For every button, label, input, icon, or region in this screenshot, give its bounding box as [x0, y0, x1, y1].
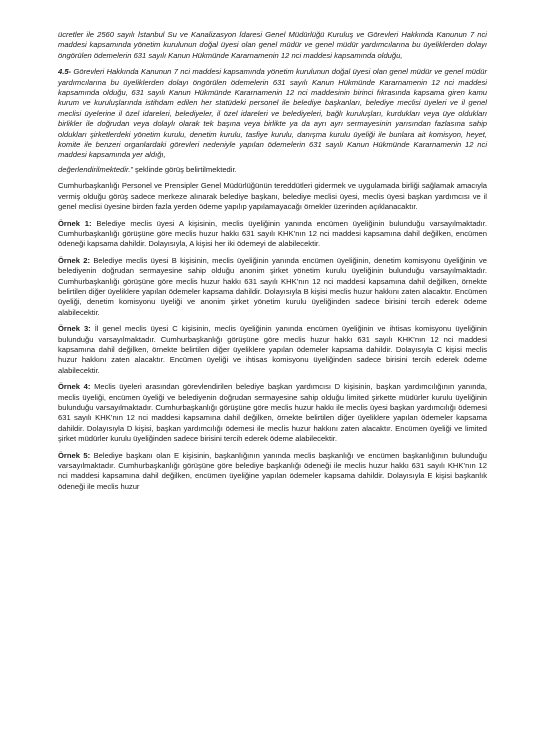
item-number: 4.5- [58, 67, 72, 77]
example-text: Belediye meclis üyesi B kişisinin, meclis üyeliğinin yanında encümen üyeliğinin, denetim komisyonu üyeliğinin ve belediyenin doğrudan sermayesine sahip olduğu anonim şirket yönetim kurulu üyeliğinin bulunduğu varsayılmaktadır. Cumhurbaşkanlığı görüşüne göre meclis huzur hakkı 631 sayılı KHK’nın 12 nci maddesi kapsamına dahil değilken, örnekte belirtilen diğer üyeliklere yapılan ödemeler kapsama dahildir. Dolayısıyla B kişisi meclis huzur hakkını zaten alacaktır. Encümen üyeliği, denetim komisyonu üyeliği ve anonim şirket yönetim kurulu üyeliğinden sadece birisini tercih ederek ödeme alabilecektir. [58, 255, 487, 317]
quote-closing-text: şeklinde görüş belirtilmektedir. [132, 164, 237, 174]
quote-closing [58, 165, 487, 175]
quote-closing-italic: değerlendirilmektedir.” [58, 164, 133, 174]
example-3 [58, 324, 487, 376]
example-text: Meclis üyeleri arasından görevlendirilen belediye başkan yardımcısı D kişisinin, başkan yardımcılığının yanında, meclis üyeliği, encümen üyeliği ve belediyenin doğrudan sermayesine sahip olduğu limited şirkette müdürler kurulu üyeliğinin bulunduğu varsayılmaktadır. Cumhurbaşkanlığı görüşüne göre meclis huzur hakkı ile meclis üyesi başkan yardımcılığı ödemesi 631 sayılı KHK’nın 12 nci maddesi kapsamına dahil değilken, örnekte belirtilen diğer üyeliklere yapılan ödemeler kapsama dahildir. Dolayısıyla D kişisi, başkan yardımcılığı ödemesi ile meclis huzur hakkını zaten alacaktır. Encümen üyeliği ve limited şirket müdürler kurulu üyeliğinden sadece birisini tercih ederek ödeme alabilecektir. [58, 382, 488, 444]
example-4 [58, 382, 487, 444]
example-label: Örnek 4: [58, 382, 91, 392]
example-text: Belediye başkanı olan E kişisinin, başkanlığının yanında meclis başkanlığı ve encümen başkanlığının bulunduğu varsayılmaktadır. Cumhurbaşkanlığı görüşüne göre belediye başkanlığı ödeneği ile meclis huzur hakkı 631 sayılı KHK’nın 12 nci maddesi kapsamına dahil değilken, encümen üyeliğine yapılan ödemeler kapsama dahildir. Dolayısıyla E kişisi başkanlık ödeneği ile meclis huzur [58, 450, 488, 491]
example-label: Örnek 3: [58, 324, 91, 334]
example-text: İl genel meclis üyesi C kişisinin, meclis üyeliğinin yanında encümen üyeliğinin ve ihtisas komisyonu üyeliğinin bulunduğu varsayılmaktadır. Cumhurbaşkanlığı görüşüne göre meclis huzur hakkı 631 sayılı KHK’nın 12 nci maddesi kapsamına dahil değilken, örnekte belirtilen diğer üyeliklere yapılan ödemeler kapsama dahildir. Dolayısıyla C kişisi meclis huzur hakkını zaten alacaktır. Encümen üyeliği ve ihtisas komisyonu üyeliğinden sadece birisini tercih ederek ödeme alabilecektir. [58, 324, 487, 375]
item-text: Görevleri Hakkında Kanunun 7 nci maddesi kapsamında yönetim kurulunun doğal üyesi olan genel müdür ve genel müdür yardımcılarına bu üyeliklerden dolayı öngörülen ödemelerin 631 sayılı Kanun Hükmünde Kararnamenin 12 nci maddesi kapsamında olduğu, 631 sayılı Kanun Hükmünde Kararnamenin 12 nci maddesinin birinci fıkrasında kapsama giren kamu kurum ve kuruluşlarında istihdam edilen her statüdeki personel ile belediye başkanları, belediye meclisi üyeleri ve il genel meclisi üyelerine il özel idareleri, belediyeler, il özel idareleri ve belediyeleri, bağlı kuruluşları, kurdukları veya üye oldukları birlikler ile doğrudan veya dolaylı olarak tek başına veya birlikte ya da ayrı ayrı sermayesinin yarısından fazlasına sahip oldukları şirketlerdeki yönetim kurulu, denetim kurulu, tasfiye kurulu, danışma kurulu üyeliği ile bunlara ait komisyon, heyet, komite ile benzeri organlardaki görevleri nedeniyle yapılan ödemelerin 631 sayılı Kanun Hükmünde Kararnamenin 12 nci maddesi kapsamında yer aldığı, [58, 67, 487, 160]
quoted-paragraph-continued: ücretler ile 2560 sayılı İstanbul Su ve Kanalizasyon İdaresi Genel Müdürlüğü Kuruluş ve Görevleri Hakkında Kanunun 7 nci maddesi kapsamında yönetim kurulunun doğal üyesi olan genel müdür ve genel müdür yardımcılarına bu üyeliklerden dolayı öngörülen ödemelerin 631 sayılı Kanun Hükmünde Kararnamenin 12 nci maddesi kapsamında olduğu, [58, 30, 487, 60]
quoted-item-4-5 [58, 67, 487, 161]
example-text: Belediye meclis üyesi A kişisinin, meclis üyeliğinin yanında encümen üyeliğinin bulunduğu varsayılmaktadır. Cumhurbaşkanlığı görüşüne göre meclis huzur hakkı 631 sayılı KHK’nın 12 nci maddesi kapsamına dahil değilken, encümen ödeneği kapsama dahildir. Dolayısıyla, A kişisi her iki ödemeyi de alabilecektir. [58, 218, 487, 249]
example-1 [58, 219, 487, 250]
example-label: Örnek 2: [58, 255, 91, 265]
example-label: Örnek 5: [58, 450, 91, 460]
example-2 [58, 256, 487, 318]
example-5 [58, 451, 487, 493]
example-label: Örnek 1: [58, 218, 92, 228]
intro-paragraph: Cumhurbaşkanlığı Personel ve Prensipler Genel Müdürlüğünün tereddütleri gidermek ve uygulamada birliği sağlamak amacıyla vermiş olduğu görüş sadece merkeze alınarak belediye başkanı, belediye meclisi üyesi, meclis üyesi başkan yardımcısı ve il genel meclisi üyesine birden fazla yerden ödeme yapılıp yapılamayacağı örnekler üzerinden açıklanacaktır. [58, 181, 487, 212]
